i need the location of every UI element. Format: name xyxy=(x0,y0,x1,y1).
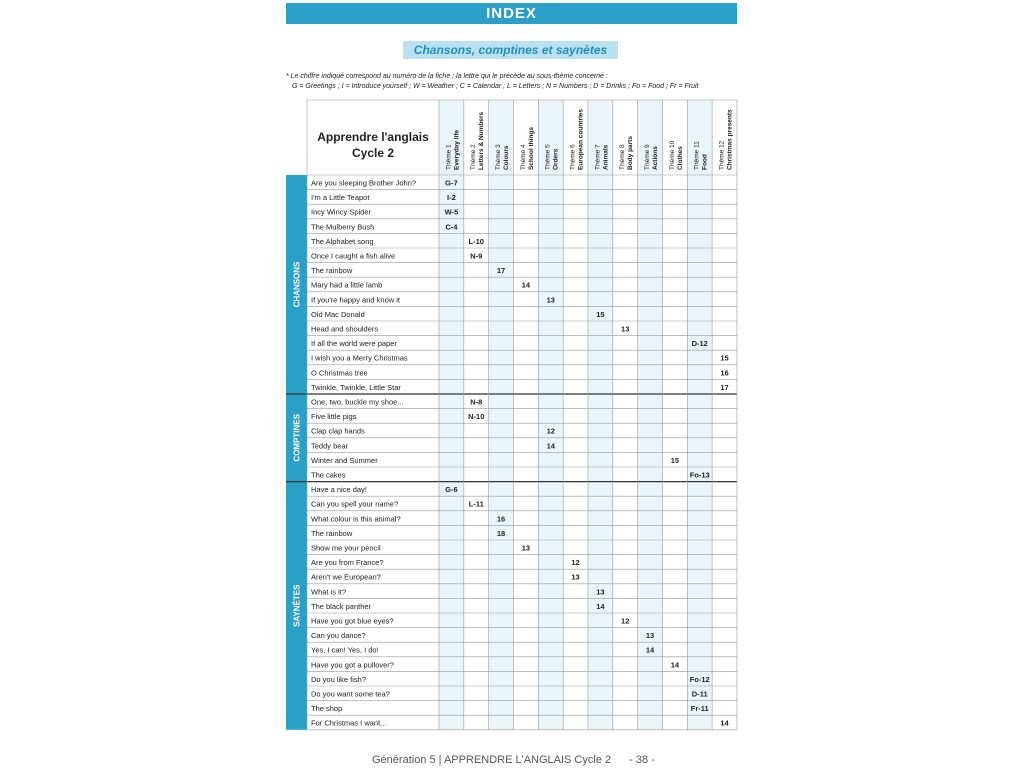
theme-number: Thème 5 xyxy=(544,144,552,170)
column-shade xyxy=(588,100,613,730)
theme-name: Animals xyxy=(602,144,610,170)
row-title: What colour is this animal? xyxy=(311,514,401,524)
row-title: Clap clap hands xyxy=(311,426,365,436)
theme-name: Food xyxy=(701,154,709,170)
section-subtitle: Chansons, comptines et saynètes xyxy=(403,41,618,59)
theme-number: Thème 8 xyxy=(619,144,627,170)
row-title: Aren't we European? xyxy=(311,572,381,582)
footer-text: Génération 5 | APPRENDRE L'ANGLAIS Cycle 2 xyxy=(372,754,612,766)
cell-value: L-10 xyxy=(468,236,484,246)
cell-value: 12 xyxy=(621,616,630,626)
cell-value: G-7 xyxy=(445,178,458,188)
cell-value: 14 xyxy=(596,601,605,611)
cell-value: Fr-11 xyxy=(690,704,709,714)
theme-name: Clothes xyxy=(676,146,684,170)
row-title: For Christmas I want... xyxy=(311,718,387,728)
cell-value: 16 xyxy=(496,514,506,524)
cell-value: 14 xyxy=(645,645,655,655)
row-title: Have you got blue eyes? xyxy=(311,616,394,626)
row-title: Teddy bear xyxy=(311,441,349,451)
theme-number: Thème 10 xyxy=(668,140,676,170)
row-title: Have a nice day! xyxy=(311,485,367,495)
cell-value: 13 xyxy=(621,324,630,334)
cell-value: 13 xyxy=(546,295,555,305)
table-title: Apprendre l'anglais xyxy=(317,130,429,144)
cell-value: 13 xyxy=(596,587,605,597)
cell-value: 13 xyxy=(521,543,531,553)
row-title: The rainbow xyxy=(311,266,353,276)
row-title: Yes, I can! Yes, I do! xyxy=(311,645,379,655)
cell-value: 17 xyxy=(496,266,506,276)
theme-name: School things xyxy=(527,127,535,170)
cell-value: I-2 xyxy=(447,193,456,203)
row-title: Can you dance? xyxy=(311,631,366,641)
row-title: The Mulberry Bush xyxy=(311,222,375,232)
cell-value: 13 xyxy=(645,631,655,641)
index-banner: INDEX xyxy=(286,3,737,24)
row-title: Twinkle, Twinkle, Little Star xyxy=(311,382,401,392)
section-label: SAYNÈTES xyxy=(292,584,302,627)
row-title: I'm a Little Teapot xyxy=(311,193,370,203)
cell-value: N-8 xyxy=(470,397,483,407)
cell-value: 12 xyxy=(546,426,555,436)
section-label: COMPTINES xyxy=(292,414,302,462)
column-shade xyxy=(538,100,563,730)
row-title: If you're happy and know it xyxy=(311,295,400,305)
row-title: What is it? xyxy=(311,587,347,597)
section-label: CHANSONS xyxy=(292,261,302,308)
theme-name: Letters & Numbers xyxy=(478,111,486,170)
cell-value: 18 xyxy=(496,528,506,538)
cell-value: 14 xyxy=(521,280,531,290)
theme-name: Orders xyxy=(552,148,560,170)
page-number: - 38 - xyxy=(629,754,655,766)
cell-value: N-9 xyxy=(470,251,483,261)
theme-name: Everyday life xyxy=(453,129,461,170)
theme-number: Thème 2 xyxy=(470,144,478,170)
row-title: The cakes xyxy=(311,470,346,480)
page-footer xyxy=(372,754,655,766)
row-title: If all the world were paper xyxy=(311,339,397,349)
row-title: Are you sleeping Brother John? xyxy=(311,178,417,188)
cell-value: W-5 xyxy=(444,207,459,217)
cell-value: Fo-13 xyxy=(689,470,710,480)
theme-number: Thème 3 xyxy=(495,144,503,170)
row-title: Do you want some tea? xyxy=(311,689,390,699)
theme-number: Thème 9 xyxy=(644,144,652,170)
row-title: Do you like fish? xyxy=(311,674,367,684)
theme-name: Body parts xyxy=(627,136,635,170)
cell-value: 15 xyxy=(596,309,605,319)
cell-value: G-6 xyxy=(445,485,458,495)
theme-name: Actions xyxy=(652,146,660,170)
theme-number: Thème 7 xyxy=(594,144,602,170)
cell-value: 13 xyxy=(571,572,580,582)
row-title: The Alphabet song xyxy=(311,236,374,246)
row-title: One, two, buckle my shoe... xyxy=(311,397,404,407)
column-shade xyxy=(687,100,712,730)
column-shade xyxy=(489,100,514,730)
theme-number: Thème 1 xyxy=(445,144,453,170)
cell-value: C-4 xyxy=(445,222,458,232)
row-title: Incy Wincy Spider xyxy=(311,207,372,217)
cell-value: N-10 xyxy=(468,412,485,422)
cell-value: 14 xyxy=(670,660,680,670)
theme-number: Thème 12 xyxy=(718,140,726,170)
row-title: Five little pigs xyxy=(311,412,357,422)
theme-number: Thème 4 xyxy=(519,144,527,170)
row-title: The rainbow xyxy=(311,528,353,538)
row-title: Old Mac Donald xyxy=(311,309,365,319)
row-title: Can you spell your name? xyxy=(311,499,399,509)
theme-number: Thème 6 xyxy=(569,144,577,170)
legend-line-1: * Le chiffre indiqué correspond au numéro de la fiche ; la lettre qui le précède au sous-thème concerné : xyxy=(286,73,608,80)
theme-name: Colours xyxy=(503,145,511,170)
row-title: I wish you a Merry Christmas xyxy=(311,353,408,363)
cell-value: 15 xyxy=(720,353,729,363)
row-title: Head and shoulders xyxy=(311,324,379,334)
cell-value: 16 xyxy=(720,368,729,378)
row-title: Mary had a little lamb xyxy=(311,280,383,290)
cell-value: 17 xyxy=(720,382,729,392)
cell-value: 14 xyxy=(720,718,729,728)
cell-value: D-12 xyxy=(691,339,708,349)
cell-value: Fo-12 xyxy=(689,674,710,684)
theme-name: European countries xyxy=(577,108,585,170)
row-title: The black panther xyxy=(311,601,372,611)
legend-line-2: G = Greetings ; I = Introduce yourself ; W = Weather ; C = Calendar ; L = Letters ; N = Numbers ; D = Drinks ; Fo = Food ; Fr = Fruit xyxy=(292,83,699,90)
row-title: Show me your pencil xyxy=(311,543,381,553)
row-title: Are you from France? xyxy=(311,558,384,568)
cell-value: 14 xyxy=(546,441,555,451)
theme-number: Thème 11 xyxy=(693,141,701,170)
row-title: O Christmas tree xyxy=(311,368,368,378)
theme-name: Christmas presents xyxy=(726,109,734,170)
cell-value: 12 xyxy=(571,558,580,568)
cell-value: 15 xyxy=(670,455,680,465)
cell-value: L-11 xyxy=(468,499,484,509)
cell-value: D-11 xyxy=(691,689,708,699)
row-title: The shop xyxy=(311,704,343,714)
row-title: Have you got a pullover? xyxy=(311,660,394,670)
table-subtitle: Cycle 2 xyxy=(351,146,395,160)
row-title: Once I caught a fish alive xyxy=(311,251,396,261)
row-title: Winter and Summer xyxy=(311,455,378,465)
